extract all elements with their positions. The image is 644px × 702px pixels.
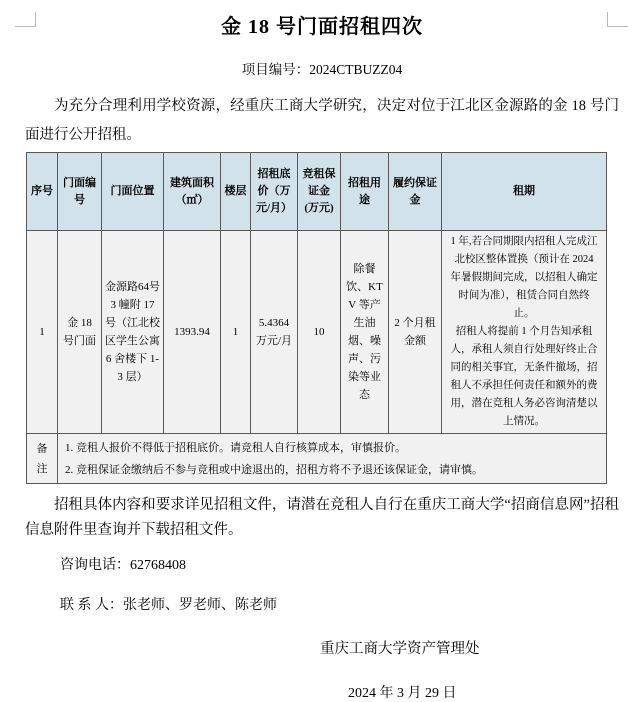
project-number: 项目编号：2024CTBUZZ04	[241, 62, 403, 77]
remark-line-2: 2. 竞租保证金缴纳后不参与竞租或中途退出的，招租方将不予退还该保证金，请审慎。	[65, 463, 483, 476]
issuer-signature: 重庆工商大学资产管理处	[320, 641, 480, 657]
cell-bid-deposit: 10	[298, 231, 341, 434]
header-shop-no: 门面编号	[58, 153, 102, 231]
remarks-label: 备注	[36, 442, 48, 475]
lease-term-paragraph-1: 1 年,若合同期限内招租人完成江北校区整体置换（预计在 2024 年暑假期间完成，以招租人确定时间为准），租赁合同自然终止。	[450, 236, 598, 319]
header-performance-bond: 履约保证金	[389, 153, 442, 231]
table-header-row	[27, 153, 607, 231]
page-margin-mark-top-left	[15, 12, 36, 27]
header-bid-deposit: 竞租保证金(万元)	[298, 153, 341, 231]
remarks-body-cell	[58, 434, 607, 484]
remark-line-1: 1. 竞租人报价不得低于招租底价。请竞租人自行核算成本，审慎报价。	[65, 441, 406, 454]
issue-date: 2024 年 3 月 29 日	[348, 686, 457, 701]
intro-paragraph: 为充分合理利用学校资源，经重庆工商大学研究，决定对位于江北区金源路的金 18 号门面进行公开招租。	[25, 98, 619, 143]
cell-base-price: 5.4364 万元/月	[251, 231, 298, 434]
cell-floor: 1	[221, 231, 251, 434]
header-usage: 招租用途	[341, 153, 389, 231]
header-location: 门面位置	[102, 153, 164, 231]
lease-term-paragraph-2: 招租人将提前 1 个月告知承租人，承租人须自行处理好终止合同的相关事宜，无条件撤场，招租人不承担任何责任和额外的费用，潜在竞租人务必咨询清楚以上情况。	[450, 326, 598, 427]
consult-phone: 咨询电话：62768408	[60, 558, 186, 573]
document-page	[0, 12, 644, 701]
remarks-row	[27, 434, 607, 484]
header-floor: 楼层	[221, 153, 251, 231]
contact-persons: 联 系 人：张老师、罗老师、陈老师	[60, 598, 277, 613]
table-row	[27, 231, 607, 434]
document-content	[25, 12, 619, 702]
cell-performance-bond: 2 个月租金额	[389, 231, 442, 434]
page-margin-mark-top-right	[607, 12, 628, 27]
cell-lease-term	[442, 231, 607, 434]
page-title: 金 18 号门面招租四次	[221, 16, 423, 38]
cell-seq: 1	[27, 231, 58, 434]
cell-area: 1393.94	[164, 231, 221, 434]
cell-usage: 除餐饮、KTV 等产生油烟、噪声、污染等业态	[341, 231, 389, 434]
download-note-paragraph: 招租具体内容和要求详见招租文件，请潜在竞租人自行在重庆工商大学“招商信息网”招租信息附件里查询并下载招租文件。	[25, 497, 619, 538]
header-lease-term: 租期	[442, 153, 607, 231]
rental-info-table	[26, 152, 607, 484]
cell-location: 金源路64号 3 幢附 17 号（江北校区学生公寓 6 舍楼下 1-3 层）	[102, 231, 164, 434]
header-area: 建筑面积（㎡）	[164, 153, 221, 231]
cell-shop-no: 金 18 号门面	[58, 231, 102, 434]
remarks-label-cell	[27, 434, 58, 484]
header-seq: 序号	[27, 153, 58, 231]
header-base-price: 招租底价（万元/月）	[251, 153, 298, 231]
